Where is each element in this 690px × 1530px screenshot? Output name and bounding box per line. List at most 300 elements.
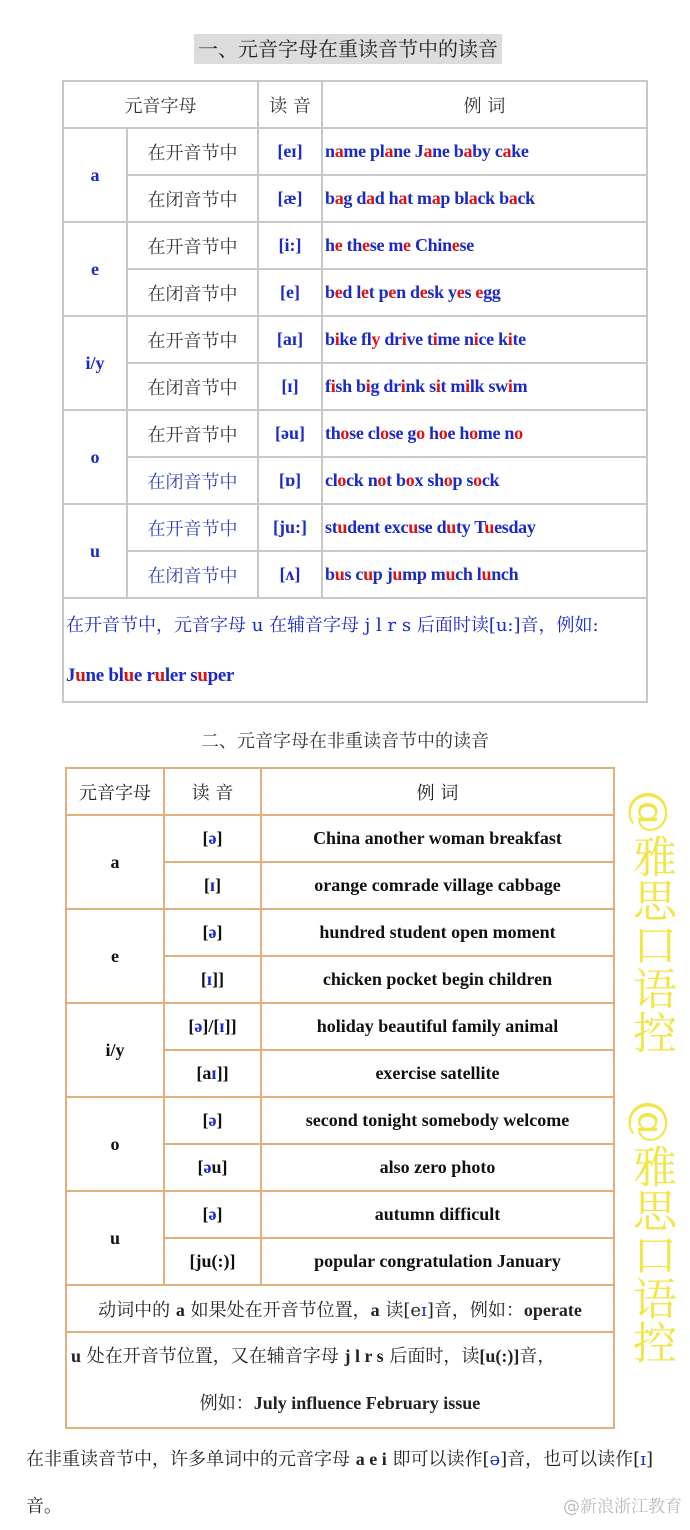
text-segment: i — [365, 376, 371, 396]
text-segment: y — [448, 282, 457, 302]
table-row — [63, 175, 647, 222]
text-segment: k — [498, 329, 508, 349]
table-row — [63, 269, 647, 316]
syllable-type: 在闭音节中 — [127, 269, 258, 316]
text-segment: l — [356, 282, 362, 302]
text-segment: u — [392, 564, 403, 584]
text-segment: ] — [216, 828, 223, 848]
text-segment: p — [372, 564, 383, 584]
text-segment: h — [388, 188, 399, 208]
text-segment: e — [334, 235, 343, 255]
text-segment: a — [334, 188, 344, 208]
text-segment: g — [343, 188, 353, 208]
text-segment: ] — [216, 1204, 223, 1224]
text-segment: e — [419, 282, 428, 302]
text-segment: b — [325, 188, 335, 208]
example-word — [499, 188, 535, 208]
text-segment: e — [451, 235, 460, 255]
pronunciation — [258, 457, 322, 504]
text-segment: x — [414, 470, 424, 490]
text-segment: [ — [202, 922, 209, 942]
pronunciation — [164, 1050, 261, 1097]
example-word — [407, 423, 424, 443]
example-word — [388, 235, 410, 255]
text-segment: se — [417, 517, 433, 537]
text-segment: f — [325, 376, 331, 396]
text-segment: ]/[ — [202, 1016, 220, 1036]
text-segment: c — [494, 141, 503, 161]
text-segment: se — [369, 235, 385, 255]
text-segment: a — [463, 141, 473, 161]
text-segment: me — [477, 423, 501, 443]
example-words: hundred student open moment — [261, 909, 614, 956]
text-segment: n — [396, 282, 406, 302]
pronunciation — [258, 222, 322, 269]
example-word — [417, 188, 450, 208]
example-word — [437, 517, 471, 537]
example-word — [325, 517, 380, 537]
syllable-type: 在开音节中 — [127, 410, 258, 457]
text-segment: ler — [164, 665, 186, 686]
text-segment: s — [190, 665, 198, 686]
pronunciation — [258, 316, 322, 363]
text-segment: u — [337, 517, 348, 537]
pronunciation — [258, 175, 322, 222]
text-segment: ]] — [224, 1016, 237, 1036]
text-segment: ]] — [216, 1063, 229, 1083]
text-segment: s — [429, 376, 436, 396]
text-segment: i — [330, 376, 336, 396]
text-segment: J — [66, 665, 76, 686]
text-segment: 如果处在开音节位置， — [184, 1299, 371, 1321]
example-word — [410, 282, 444, 302]
syllable-type: 在开音节中 — [127, 504, 258, 551]
watermark: @雅思口语控 — [625, 1100, 676, 1364]
text-segment: d — [436, 517, 447, 537]
text-segment: ]音，例如： — [426, 1299, 524, 1321]
text-segment: me — [343, 141, 366, 161]
text-segment: h — [325, 235, 335, 255]
open-syllable-note — [63, 598, 647, 702]
text-segment: ɪ — [291, 141, 297, 161]
text-segment: i — [507, 329, 513, 349]
text-segment: i — [334, 329, 340, 349]
text-segment: [ɒ] — [278, 470, 302, 490]
text-segment: j — [386, 564, 393, 584]
text-segment: [əu] — [275, 423, 305, 443]
text-segment: ə — [208, 828, 217, 848]
text-segment: ke — [339, 329, 357, 349]
example-word — [427, 470, 462, 490]
text-segment: ə — [208, 1204, 217, 1224]
example-words — [322, 363, 647, 410]
header-pron: 读 音 — [258, 81, 322, 128]
example-words — [322, 410, 647, 457]
example-word — [384, 329, 423, 349]
text-segment: j l r s — [344, 1346, 384, 1366]
example-word — [356, 188, 384, 208]
syllable-type: 在开音节中 — [127, 128, 258, 175]
example-word — [325, 282, 352, 302]
text-segment: sk — [427, 282, 444, 302]
example-word — [498, 329, 526, 349]
text-segment: ty — [456, 517, 471, 537]
text-segment: o — [340, 423, 350, 443]
vowel-letter: a — [66, 815, 164, 909]
text-segment: [a — [276, 329, 292, 349]
text-segment: 在非重读音节中，许多单词中的元音字母 — [26, 1449, 356, 1470]
text-segment: fl — [361, 329, 372, 349]
vowel-letter: i/y — [66, 1003, 164, 1097]
example-words — [322, 551, 647, 598]
example-words — [322, 316, 647, 363]
text-segment: exc — [384, 517, 409, 537]
example-word — [361, 329, 380, 349]
example-word — [379, 282, 406, 302]
example-words: orange comrade village cabbage — [261, 862, 614, 909]
text-segment: ne — [393, 141, 411, 161]
text-segment: 即可以读作[ — [386, 1449, 490, 1470]
text-segment: st — [325, 517, 338, 537]
text-segment: n — [367, 470, 378, 490]
example-word — [495, 141, 529, 161]
pronunciation — [164, 1097, 261, 1144]
text-segment: operate — [523, 1299, 582, 1320]
example-words — [322, 457, 647, 504]
example-word — [464, 329, 494, 349]
text-segment: cl — [367, 423, 381, 443]
text-segment: s — [344, 564, 352, 584]
example-word — [108, 665, 142, 686]
text-segment: u — [484, 517, 495, 537]
example-words: autumn difficult — [261, 1191, 614, 1238]
example-word — [459, 423, 500, 443]
text-segment: i — [473, 329, 479, 349]
text-segment: by — [472, 141, 491, 161]
example-word — [325, 235, 342, 255]
table-row — [63, 316, 647, 363]
example-word — [431, 564, 473, 584]
text-segment: h — [429, 423, 439, 443]
text-segment: 处在开音节位置，又在辅音字母 — [81, 1346, 345, 1367]
text-segment: ne — [85, 665, 104, 686]
text-segment: ] — [296, 141, 303, 161]
example-word — [356, 282, 374, 302]
text-segment: ɪ — [219, 1016, 225, 1036]
text-segment: [a — [196, 1063, 212, 1083]
text-segment: se — [459, 235, 474, 255]
vowel-letter: i/y — [63, 316, 127, 410]
text-segment: 读[e — [379, 1299, 422, 1321]
text-segment: a — [370, 1299, 380, 1320]
text-segment: [ — [203, 875, 210, 895]
text-segment: u — [154, 665, 165, 686]
text-segment: n — [325, 141, 335, 161]
text-segment: [ — [200, 969, 207, 989]
pronunciation — [164, 956, 261, 1003]
text-segment: b — [325, 564, 335, 584]
example-word — [448, 282, 471, 302]
weibo-watermark: @新浪浙江教育 — [563, 1497, 682, 1517]
table-row — [66, 815, 614, 862]
text-segment: a — [398, 188, 408, 208]
example-word — [325, 564, 351, 584]
pronunciation — [164, 1238, 261, 1285]
vowel-letter: e — [63, 222, 127, 316]
text-segment: ne — [432, 141, 450, 161]
example-word — [396, 470, 423, 490]
vowel-letter: u — [63, 504, 127, 598]
text-segment: [ — [202, 1110, 209, 1130]
example-word — [415, 141, 450, 161]
text-segment: i — [400, 376, 406, 396]
text-segment: per — [207, 665, 235, 686]
text-segment: ch — [455, 564, 473, 584]
text-segment: [ɪ] — [281, 376, 299, 396]
text-segment: [ju(:)] — [189, 1251, 236, 1271]
text-segment: h — [459, 423, 470, 443]
text-segment: Chin — [414, 235, 452, 255]
header-vowel: 元音字母 — [63, 81, 258, 128]
text-segment: d — [356, 188, 367, 208]
text-segment: g — [370, 376, 380, 396]
pronunciation — [258, 269, 322, 316]
example-words: China another woman breakfast — [261, 815, 614, 862]
table-row — [63, 128, 647, 175]
text-segment: 例如： — [199, 1393, 254, 1414]
text-segment: ɪ — [206, 969, 213, 989]
text-segment: July influence February issue — [253, 1393, 481, 1413]
text-segment: nch — [491, 564, 519, 584]
text-segment: t — [407, 188, 413, 208]
text-segment: e — [133, 665, 143, 686]
text-segment: o — [380, 423, 389, 443]
example-words — [322, 504, 647, 551]
text-segment: mp — [402, 564, 427, 584]
text-segment: t — [386, 470, 392, 490]
example-word — [429, 376, 446, 396]
example-word — [325, 188, 352, 208]
header-vowel: 元音字母 — [66, 768, 164, 815]
example-word — [427, 329, 460, 349]
text-segment: o — [443, 470, 453, 490]
text-segment: ce — [478, 329, 494, 349]
text-segment: a — [175, 1299, 185, 1320]
text-segment: s — [464, 282, 472, 302]
text-segment: ck — [517, 188, 535, 208]
text-segment: [e] — [280, 282, 300, 302]
example-word — [474, 517, 535, 537]
text-segment: a — [366, 188, 375, 208]
text-segment: o — [473, 470, 482, 490]
vowel-letter: u — [66, 1191, 164, 1285]
text-segment: o — [377, 470, 387, 490]
text-segment: a — [468, 188, 478, 208]
text-segment: me — [437, 329, 460, 349]
text-segment: ] — [216, 922, 223, 942]
text-segment: m — [417, 188, 432, 208]
text-segment: c — [355, 564, 364, 584]
text-segment: o — [337, 470, 347, 490]
example-word — [325, 470, 364, 490]
vowel-letter: o — [63, 410, 127, 504]
text-segment: u — [446, 517, 456, 537]
text-segment: 后面时，读 — [383, 1346, 480, 1367]
text-segment: e — [475, 282, 484, 302]
text-segment: J — [414, 141, 424, 161]
text-segment: ɪ — [209, 875, 216, 895]
example-word — [190, 665, 234, 686]
text-segment: ]音。 — [26, 1449, 653, 1517]
example-word — [325, 329, 357, 349]
text-segment: ck — [481, 470, 500, 490]
text-segment: b — [499, 188, 509, 208]
text-segment: u — [445, 564, 456, 584]
watermark: @雅思口语控 — [625, 790, 676, 1054]
example-word — [325, 376, 352, 396]
text-segment: m — [450, 376, 466, 396]
text-segment: ck — [477, 188, 495, 208]
text-segment: d — [410, 282, 420, 302]
text-segment: i — [507, 376, 513, 396]
text-segment: gg — [483, 282, 501, 302]
text-segment: ə — [208, 922, 217, 942]
text-segment: i — [401, 329, 407, 349]
text-segment: [ — [202, 828, 209, 848]
text-segment: lk — [469, 376, 485, 396]
text-segment: u — [363, 564, 373, 584]
text-segment: 音， — [519, 1346, 556, 1367]
text-segment: a — [384, 141, 394, 161]
text-segment: b — [356, 376, 366, 396]
text-segment: e — [456, 282, 465, 302]
stressed-vowel-table — [62, 80, 648, 703]
syllable-type: 在开音节中 — [127, 222, 258, 269]
text-segment: o — [469, 423, 478, 443]
table-row — [63, 410, 647, 457]
text-segment: g — [407, 423, 417, 443]
pronunciation — [164, 909, 261, 956]
text-segment: s — [466, 470, 474, 490]
text-segment: i — [432, 329, 438, 349]
text-segment: u] — [211, 1157, 228, 1177]
text-segment: nk — [405, 376, 425, 396]
text-segment: ɪ — [211, 1063, 217, 1083]
table-row — [66, 1097, 614, 1144]
text-segment: a — [508, 188, 518, 208]
text-segment: 动词中的 — [98, 1299, 176, 1321]
text-segment: dent — [347, 517, 380, 537]
example-word — [347, 235, 385, 255]
section2-title: 二、元音字母在非重读音节中的读音 — [201, 731, 489, 752]
text-segment: bl — [108, 665, 124, 686]
text-segment: a — [502, 141, 512, 161]
text-segment: e — [334, 282, 343, 302]
text-segment: e — [362, 235, 370, 255]
text-segment: ɪ — [640, 1449, 646, 1470]
example-word — [475, 282, 500, 302]
vowel-letter: e — [66, 909, 164, 1003]
pronunciation — [164, 1144, 261, 1191]
text-segment: sh — [335, 376, 352, 396]
text-segment: b — [325, 282, 335, 302]
pronunciation — [164, 1191, 261, 1238]
text-segment: [æ] — [277, 188, 303, 208]
text-segment: ɪ — [421, 1299, 427, 1321]
pronunciation — [164, 862, 261, 909]
unstressed-vowel-table — [65, 767, 615, 1429]
example-word — [387, 564, 427, 584]
text-segment: t — [440, 376, 447, 396]
text-segment: ]] — [212, 969, 225, 989]
text-segment: dr — [384, 329, 402, 349]
text-segment: pl — [370, 141, 385, 161]
text-segment: ə — [489, 1449, 501, 1470]
example-word — [325, 141, 366, 161]
text-segment: r — [146, 665, 155, 686]
header-examples: 例 词 — [261, 768, 614, 815]
text-segment: esday — [494, 517, 536, 537]
text-segment: ]音，也可以读作[ — [500, 1449, 641, 1470]
text-segment: sh — [427, 470, 444, 490]
text-segment: ə — [194, 1016, 203, 1036]
header-examples: 例 词 — [322, 81, 647, 128]
example-words — [322, 222, 647, 269]
example-word — [415, 235, 474, 255]
text-segment: ] — [216, 1110, 223, 1130]
example-word — [368, 470, 392, 490]
table-row — [63, 222, 647, 269]
example-word — [450, 376, 484, 396]
text-segment: u — [408, 517, 418, 537]
pronunciation — [258, 363, 322, 410]
text-segment: u — [481, 564, 492, 584]
text-segment: [i:] — [278, 235, 302, 255]
text-segment: [ju:] — [273, 517, 307, 537]
text-segment: n — [464, 329, 474, 349]
syllable-type: 在开音节中 — [127, 316, 258, 363]
text-segment: [ — [188, 1016, 195, 1036]
text-segment: u — [71, 1346, 82, 1366]
text-segment: ] — [215, 875, 222, 895]
text-segment: [ʌ] — [279, 564, 301, 584]
pronunciation — [164, 815, 261, 862]
pronunciation — [258, 504, 322, 551]
text-segment: m — [512, 376, 528, 396]
header-pron: 读 音 — [164, 768, 261, 815]
text-segment: se — [388, 423, 404, 443]
text-segment: b — [453, 141, 464, 161]
example-word — [383, 376, 425, 396]
example-words: second tonight somebody welcome — [261, 1097, 614, 1144]
example-words: chicken pocket begin children — [261, 956, 614, 1003]
text-segment: ə — [208, 1110, 217, 1130]
text-segment: t — [368, 282, 375, 302]
text-segment: e — [447, 423, 456, 443]
pronunciation — [258, 128, 322, 175]
table-row — [66, 909, 614, 956]
example-word — [356, 376, 379, 396]
text-segment: u — [123, 665, 134, 686]
example-words — [322, 128, 647, 175]
vowel-letter: o — [66, 1097, 164, 1191]
text-segment: o — [405, 470, 415, 490]
text-segment: [u(:)] — [479, 1346, 520, 1366]
example-word — [477, 564, 519, 584]
example-words: exercise satellite — [261, 1050, 614, 1097]
pronunciation — [258, 551, 322, 598]
text-segment: sw — [488, 376, 508, 396]
